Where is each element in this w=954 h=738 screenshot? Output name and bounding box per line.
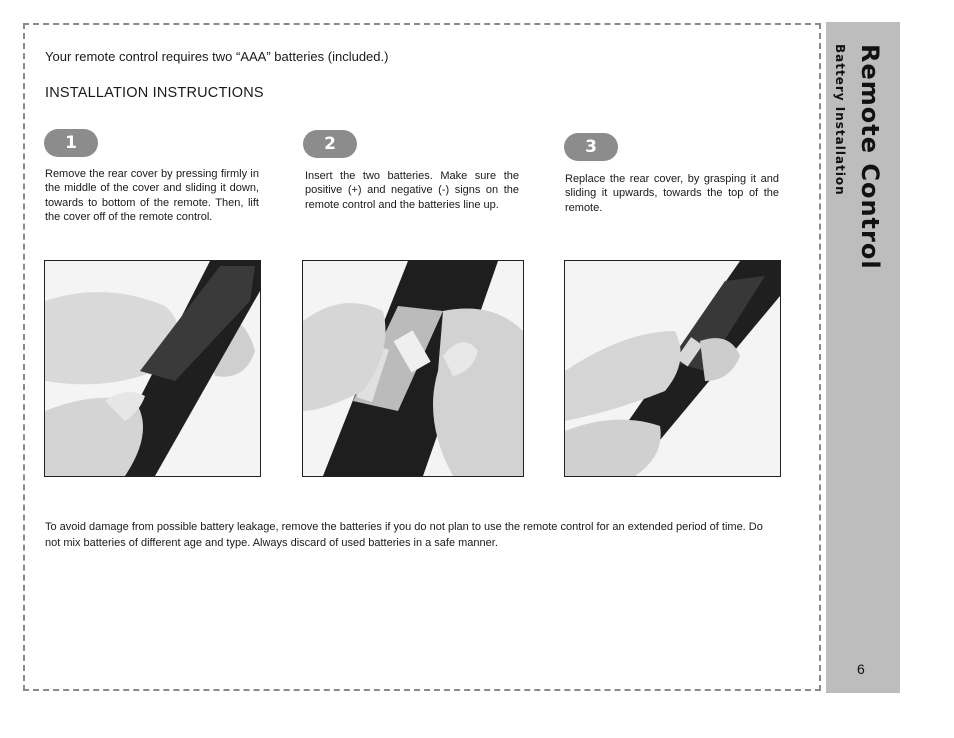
step-2-text: Insert the two batteries. Make sure the positive (+) and negative (-) signs on the remote control and the batteries line up. bbox=[305, 170, 519, 211]
step-1-photo bbox=[44, 260, 261, 477]
page-number: 6 bbox=[857, 661, 865, 677]
step-1-badge: 1 bbox=[44, 129, 98, 157]
sidebar-title: Remote Control bbox=[856, 44, 884, 270]
section-heading: INSTALLATION INSTRUCTIONS bbox=[45, 85, 264, 101]
step-3-text: Replace the rear cover, by grasping it and sliding it upwards, towards the top of the remote. bbox=[565, 173, 779, 214]
step-1-text: Remove the rear cover by pressing firmly in the middle of the cover and sliding it down, towards to bottom of the remote. Then, lift the cover off of the remote control. bbox=[45, 168, 259, 224]
step-2-photo bbox=[302, 260, 524, 477]
step-2-badge: 2 bbox=[303, 130, 357, 158]
sidebar-subtitle: Battery Installation bbox=[833, 44, 847, 196]
step-3-photo bbox=[564, 260, 781, 477]
battery-warning-note: To avoid damage from possible battery leakage, remove the batteries if you do not plan to use the remote control for an extended period of time. Do not mix batteries of different age and type. Always discard of used batteries in a safe manner. bbox=[45, 521, 763, 549]
intro-text: Your remote control requires two “AAA” batteries (included.) bbox=[45, 49, 389, 64]
sidebar-titles bbox=[826, 22, 900, 322]
step-3-badge: 3 bbox=[564, 133, 618, 161]
